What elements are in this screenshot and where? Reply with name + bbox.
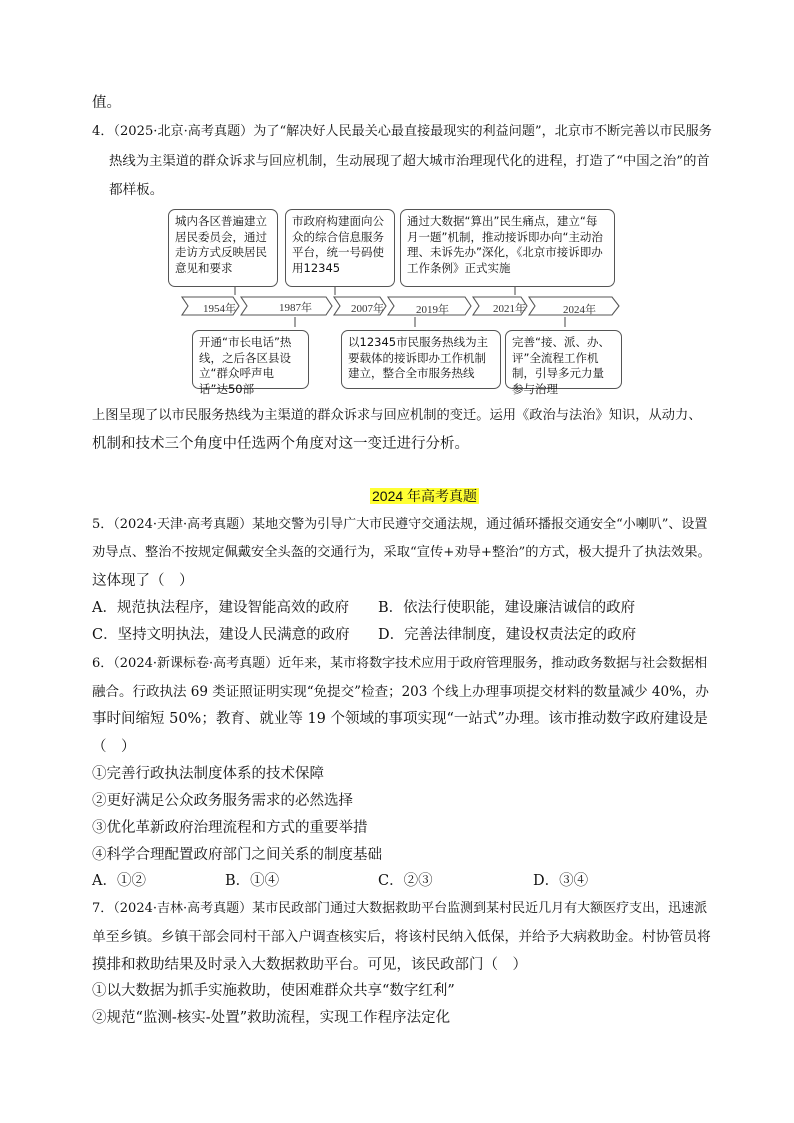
q5-line-2: 劝导点、整治不按规定佩戴安全头盔的交通行为，采取“宣传+劝导+整治”的方式，极大提升了执法效果。 xyxy=(92,545,711,560)
q7-line-1: 7．（2024·吉林·高考真题）某市民政部门通过大数据救助平台监测到某村民近几月有大额医疗支出，迅速派 xyxy=(92,901,708,916)
year-label: 2007年 xyxy=(351,303,384,315)
q5-option-d: D．完善法律制度，建设权责法定的政府 xyxy=(378,627,637,643)
timeline-box-1954: 城内各区普遍建立居民委员会，通过走访方式反映居民意见和要求 xyxy=(168,209,278,287)
section-title xyxy=(370,486,479,506)
q5-option-c: C．坚持文明执法，建设人民满意的政府 xyxy=(92,627,350,643)
year-label: 1954年 xyxy=(203,303,236,315)
q7-line-2: 单至乡镇。乡镇干部会同村干部入户调查核实后，将该村民纳入低保，并给予大病救助金。村协管员将 xyxy=(92,929,711,945)
timeline-box-2021: 通过大数据“算出”民生痛点，建立“每月一题”机制，推动接诉即办向“主动治理、未诉先办”深化，《北京市接诉即办工作条例》正式实施 xyxy=(400,209,615,287)
q4-question-line-1: 上图呈现了以市民服务热线为主渠道的群众诉求与回应机制的变迁。运用《政治与法治》知识，从动力、 xyxy=(92,408,702,423)
timeline-box-2024: 完善“接、派、办、评”全流程工作机制，引导多元力量参与治理 xyxy=(505,330,622,389)
q4-line-3: 都样板。 xyxy=(109,182,164,198)
q6-line-3: 事时间缩短 50%；教育、就业等 19 个领域的事项实现“一站式”办理。该市推动数字政府建设是 xyxy=(92,711,708,727)
q5-line-1: 5．（2024·天津·高考真题）某地交警为引导广大市民遵守交通法规，通过循环播报交通安全“小喇叭”、设置 xyxy=(92,517,708,532)
q6-line-4: （ ） xyxy=(92,739,136,755)
q4-line-1: 4．（2025·北京·高考真题）为了“解决好人民最关心最直接最现实的利益问题”，北京市不断完善以市民服务 xyxy=(92,124,712,139)
continued-text: 值。 xyxy=(92,95,121,111)
section-title-text: 2024 年高考真题 xyxy=(372,488,478,504)
year-label: 2021年 xyxy=(493,303,526,315)
timeline-box-2007: 市政府构建面向公众的综合信息服务平台，统一号码使用12345 xyxy=(285,209,395,287)
q6-option-a: A．①② xyxy=(92,873,146,889)
q6-line-1: 6．（2024·新课标卷·高考真题）近年来，某市将数字技术应用于政府管理服务，推动政务数据与社会数据相 xyxy=(92,656,708,671)
q5-line-3: 这体现了（ ） xyxy=(92,573,194,589)
q7-line-3: 摸排和救助结果及时录入大数据救助平台。可见，该民政部门（ ） xyxy=(92,957,527,973)
timeline-box-1987: 开通“市长电话”热线，之后各区县设立“群众呼声电话”达50部 xyxy=(192,330,309,389)
q6-line-2: 融合。行政执法 69 类证照证明实现“免提交”检查；203 个线上办理事项提交材料的数量减少 40%，办 xyxy=(92,684,709,700)
q7-item-2: ②规范“监测-核实-处置”救助流程，实现工作程序法定化 xyxy=(92,1010,451,1026)
q6-option-b: B．①④ xyxy=(225,873,280,889)
year-label: 2024年 xyxy=(563,304,596,316)
q6-option-c: C．②③ xyxy=(378,873,433,889)
timeline-box-2019: 以12345市民服务热线为主要载体的接诉即办工作机制建立，整合全市服务热线 xyxy=(341,330,501,389)
q4-question-line-2: 机制和技术三个角度中任选两个角度对这一变迁进行分析。 xyxy=(92,436,469,452)
q4-line-2: 热线为主渠道的群众诉求与回应机制，生动展现了超大城市治理现代化的进程，打造了“中国之治”的首 xyxy=(109,154,710,169)
q6-option-d: D．③④ xyxy=(533,873,589,889)
q6-item-3: ③优化革新政府治理流程和方式的重要举措 xyxy=(92,820,368,836)
q7-item-1: ①以大数据为抓手实施救助，使困难群众共享“数字红利” xyxy=(92,983,455,999)
q5-option-b: B．依法行使职能，建设廉洁诚信的政府 xyxy=(378,600,636,616)
year-label: 1987年 xyxy=(279,302,312,314)
q6-item-1: ①完善行政执法制度体系的技术保障 xyxy=(92,766,324,782)
q6-item-2: ②更好满足公众政务服务需求的必然选择 xyxy=(92,793,353,809)
q6-item-4: ④科学合理配置政府部门之间关系的制度基础 xyxy=(92,847,382,863)
timeline-diagram xyxy=(165,205,625,396)
q5-option-a: A．规范执法程序，建设智能高效的政府 xyxy=(92,600,349,616)
year-label: 2019年 xyxy=(416,304,449,316)
